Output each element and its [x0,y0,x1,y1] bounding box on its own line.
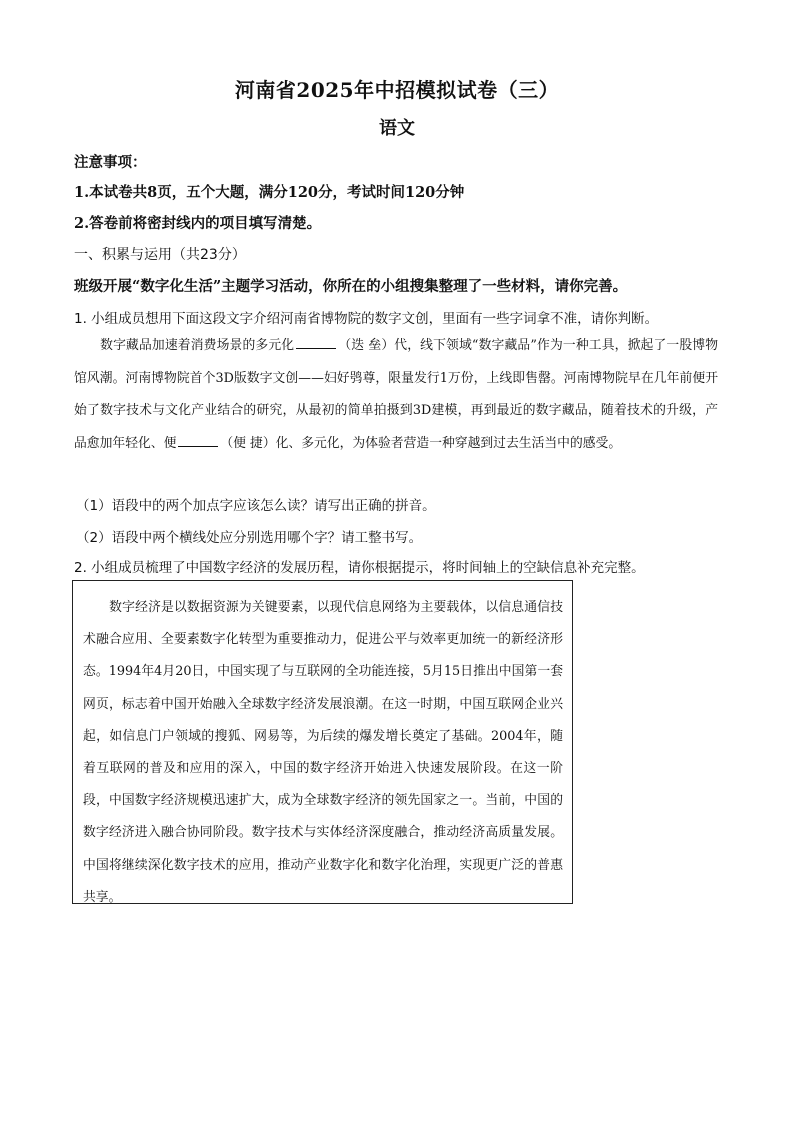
exam-title: 河南省2025年中招模拟试卷（三） [234,78,560,102]
material-content: 数字经济是以数据资源为关键要素，以现代信息网络为主要载体，以信息通信技术融合应用、全要素数字化转型为重要推动力，促进公平与效率更加统一的新经济形态。1994年4月20日，中国实现了与互联网的全功能连接，5月15日推出中国第一套网页，标志着中国开始融入全球数字经济发展浪潮。在这一时期，中国互联网企业兴起，如信息门户领域的搜狐、网易等，为后续的爆发增长奠定了基础。2004年，随着互联网的普及和应用的深入，中国的数字经济开始进入快速发展阶段。在这一阶段，中国数字经济规模迅速扩大，成为全球数字经济的领先国家之一。当前，中国的数字经济进入融合协同阶段。数字技术与实体经济深度融合，推动经济高质量发展。中国将继续深化数字技术的应用，推动产业数字化和数字化治理，实现更广泛的普惠共享。 [83,600,563,905]
section-intro: 班级开展“数字化生活”主题学习活动，你所在的小组搜集整理了一些材料，请你完善。 [74,278,628,295]
question-2-stem: 2. 小组成员梳理了中国数字经济的发展历程，请你根据提示，将时间轴上的空缺信息补充完整。 [74,560,645,576]
passage-part-1: 数字藏品加速着消费场景的多元化 [100,338,295,353]
passage-part-2: （迭 垒）代，线下领域“数字藏品”作为一种工具，掀起了一股博物馆风潮。河南博物院首个3D版数字文创——妇好鸮尊，限量发行1万份，上线即售罄。河南博物院早在几年前便开始了数字技术与文化产业结合的研究，从最初的简单拍摄到3D建模，再到最近的数字藏品，随着技术的升级，产品愈加年轻化、便 [74,338,719,451]
question-1-sub-2: （2）语段中两个横线处应分别选用哪个字？请工整书写。 [76,530,423,546]
notes-item-1: 1.本试卷共8页，五个大题，满分120分，考试时间120分钟 [74,184,465,201]
blank-2[interactable] [178,434,218,447]
section-title: 一、积累与运用（共23分） [74,247,246,263]
material-text [83,592,563,914]
question-1-sub-1: （1）语段中的两个加点字应该怎么读？请写出正确的拼音。 [76,498,436,514]
blank-1[interactable] [296,336,336,349]
passage-part-3: （便 捷）化、多元化，为体验者营造一种穿越到过去生活当中的感受。 [220,435,622,451]
material-box [72,580,573,904]
question-1-passage [74,330,718,460]
question-1-stem: 1. 小组成员想用下面这段文字介绍河南省博物院的数字文创，里面有一些字词拿不准，请你判断。 [74,311,659,327]
notes-item-2: 2.答卷前将密封线内的项目填写清楚。 [74,215,322,232]
notes-heading: 注意事项： [74,154,147,171]
subject-title: 语文 [379,118,415,139]
